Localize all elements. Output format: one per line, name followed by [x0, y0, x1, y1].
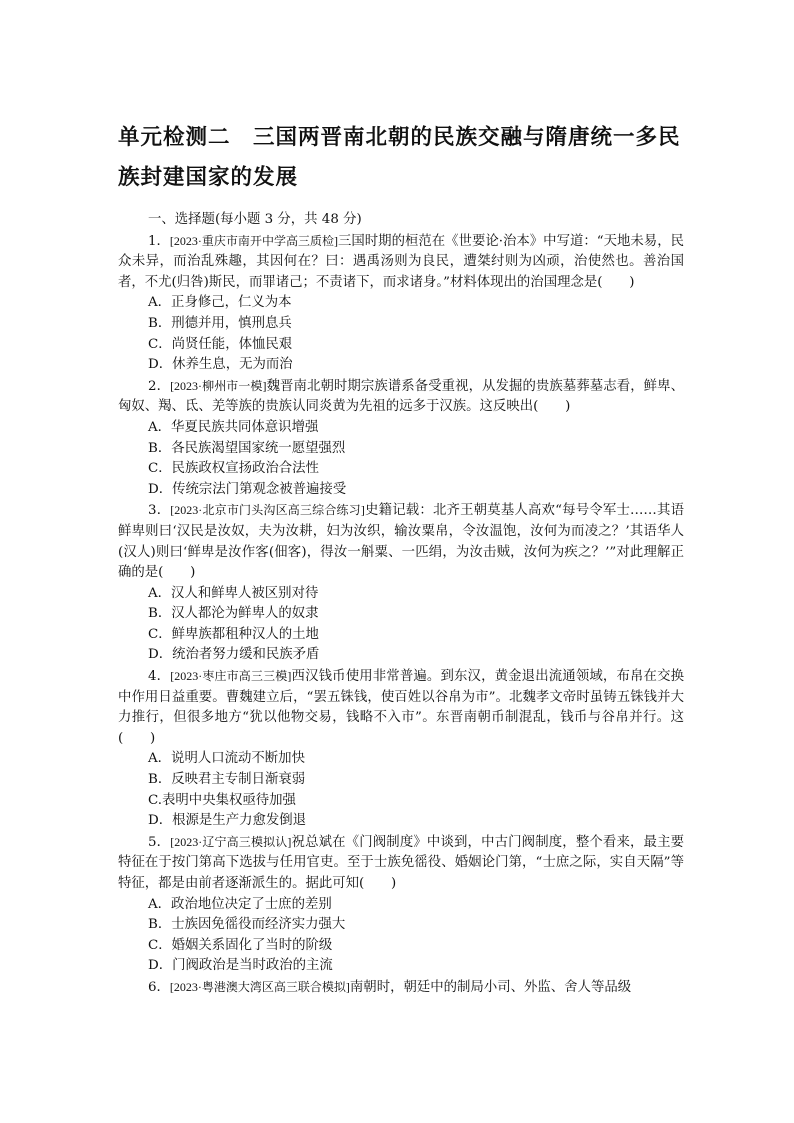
question-text: 三国时期的桓范在《世要论·治本》中写道：“天地未易，民众未异，而治乱殊趣，其因何在？曰：遇禹汤则为良民，遭桀纣则为凶顽，治使然也。善治国者，不尤(归咎)斯民，而罪诸己；不责诸下，而求诸身。”材料体现出的治国理念是( )	[118, 233, 684, 290]
option-d: D．休养生息，无为而治	[148, 357, 293, 373]
option-d: D．门阀政治是当时政治的主流	[148, 958, 333, 974]
option-d: D．传统宗法门第观念被普遍接受	[148, 481, 347, 497]
question-number: 5．	[148, 834, 171, 850]
option-c: C．鲜卑族都租种汉人的土地	[148, 626, 319, 642]
question-number: 2．	[148, 378, 171, 394]
option-d: D．根源是生产力愈发倒退	[148, 813, 307, 829]
question-stem	[118, 977, 684, 999]
question-text: 史籍记载：北齐王朝莫基人高欢“每号令军士……其语鲜卑则曰‘汉民是汝奴，夫为汝耕，妇为汝织，输汝粟帛，令汝温饱，汝何为而凌之？’其语华人(汉人)则曰‘鲜卑是汝作客(佃客)，得汝一斛粟、一匹绢，为汝击贼，汝何为疾之？’”对此理解正确的是( )	[118, 503, 684, 581]
option-a: A．华夏民族共同体意识增强	[148, 419, 319, 435]
question-number: 1．	[148, 233, 170, 249]
option-a: A．说明人口流动不断加快	[148, 751, 305, 767]
option-a: A．汉人和鲜卑人被区别对待	[148, 585, 319, 601]
question-source: [2023·柳州市一模]	[170, 378, 267, 393]
question-5	[118, 832, 684, 977]
question-text: 西汉钱币使用非常普遍。到东汉，黄金退出流通领域，布帛在交换中作用日益重要。曹魏建立后，“罢五铢钱，使百姓以谷帛为市”。北魏孝文帝时虽铸五铢钱并大力推行，但很多地方“犹以他物交易，钱略不入市”。东晋南朝币制混乱，钱币与谷帛并行。这( )	[118, 669, 684, 746]
question-stem	[118, 231, 684, 294]
option-c: C．婚姻关系固化了当时的阶级	[148, 937, 333, 953]
question-content	[118, 210, 684, 999]
option-b: B．各民族渴望国家统一愿望强烈	[148, 440, 346, 456]
question-text: 南朝时，朝廷中的制局小司、外监、舍人等品级	[349, 979, 632, 995]
question-stem	[118, 832, 684, 895]
title-line-1: 单元检测二 三国两晋南北朝的民族交融与隋唐统一多民	[118, 125, 681, 150]
option-b: B．反映君主专制日渐衰弱	[148, 772, 306, 788]
question-number: 4．	[148, 669, 171, 685]
document-title	[118, 118, 684, 198]
option-a: A．政治地位决定了士庶的差别	[148, 896, 332, 912]
question-source: [2023·重庆市南开中学高三质检]	[169, 233, 338, 248]
question-4	[118, 666, 684, 832]
question-text: 祝总斌在《门阀制度》中谈到，中古门阀制度，整个看来，最主要特征在于按门第高下选拔与任用官吏。至于士族免徭役、婚姻论门第，“士庶之际，实自天隔”等特征，都是由前者逐渐派生的。据此可知( )	[118, 834, 684, 891]
question-source: [2023·辽宁高三模拟认]	[170, 834, 292, 849]
question-source: [2023·枣庄市高三三模]	[170, 669, 292, 684]
option-c: C．尚贤任能，体恤民艰	[148, 336, 293, 352]
question-number: 3．	[148, 503, 171, 519]
question-stem	[118, 666, 684, 749]
option-b: B．汉人都沦为鲜卑人的奴隶	[148, 606, 319, 622]
section-heading: 一、选择题(每小题 3 分，共 48 分)	[148, 212, 362, 227]
question-number: 6．	[148, 979, 170, 995]
option-a: A．正身修己，仁义为本	[148, 295, 292, 311]
option-c: C.表明中央集权亟待加强	[148, 792, 296, 808]
question-stem	[118, 376, 684, 418]
option-d: D．统治者努力缓和民族矛盾	[148, 647, 320, 663]
question-2	[118, 376, 684, 501]
question-6	[118, 977, 684, 999]
option-b: B．刑德并用，慎刑息兵	[148, 315, 292, 331]
question-source: [2023·粤港澳大湾区高三联合模拟]	[169, 979, 350, 994]
question-text: 魏晋南北朝时期宗族谱系备受重视，从发掘的贵族墓葬墓志看，鲜卑、匈奴、羯、氐、羌等族的贵族认同炎黄为先祖的远多于汉族。这反映出( )	[118, 378, 684, 415]
question-3	[118, 500, 684, 666]
title-line-2: 族封建国家的发展	[118, 165, 299, 190]
question-1	[118, 231, 684, 376]
option-b: B．士族因免徭役而经济实力强大	[148, 917, 346, 933]
option-c: C．民族政权宣扬政治合法性	[148, 461, 319, 477]
question-stem	[118, 500, 684, 583]
question-source: [2023·北京市门头沟区高三综合练习]	[170, 503, 365, 518]
